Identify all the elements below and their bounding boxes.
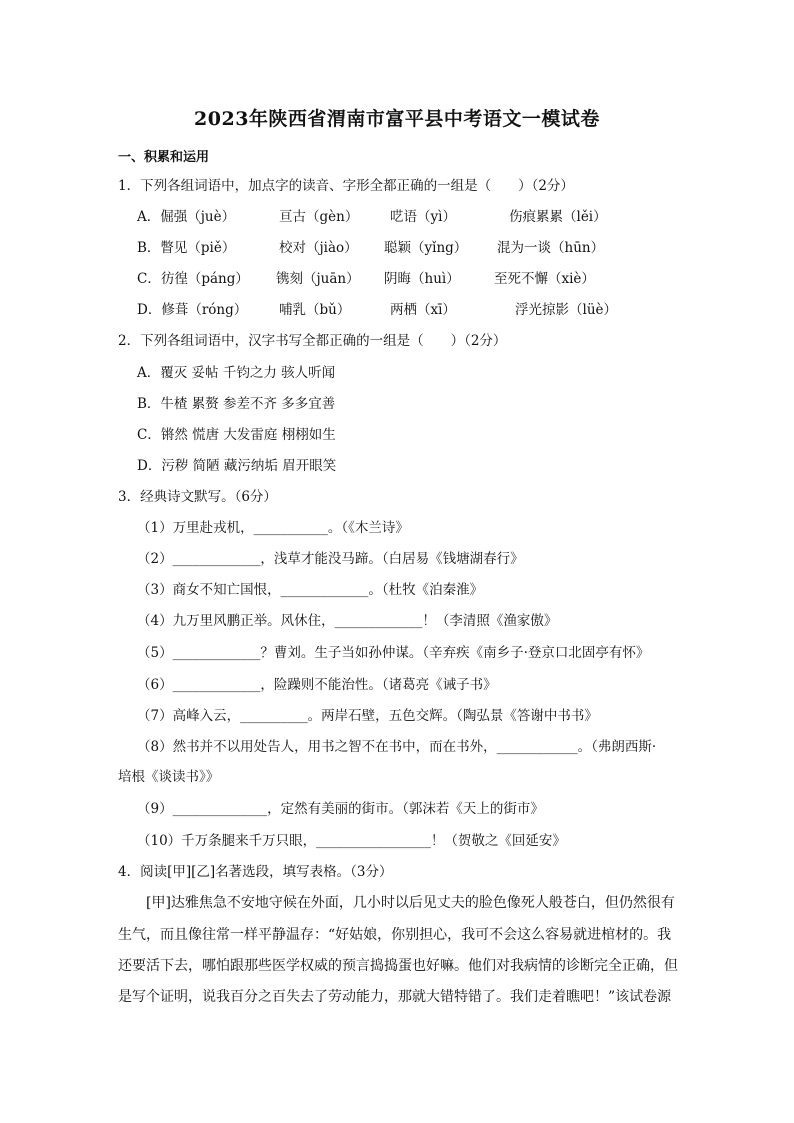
q4-paragraph-line-1: [甲]达雅焦急不安地守候在外面，几小时以后见丈夫的脸色像死人般苍白，但仍然很有: [118, 895, 675, 911]
q2-option-a: A．覆灭 妥帖 千钧之力 骇人听闻: [137, 365, 336, 381]
q1-option-d-1: D．修葺（róng）: [137, 302, 248, 318]
q2-option-c: C．锵然 慌唐 大发雷庭 栩栩如生: [137, 427, 336, 443]
q3-line-6: （6）_____________，险躁则不能治性。（诸葛亮《诫子书》: [137, 677, 497, 693]
question-2-stem: 2．下列各组词语中，汉字书写全都正确的一组是（ ）（2分）: [118, 333, 507, 349]
q1-option-b-1: B．瞥见（piě）: [137, 240, 236, 256]
question-1-stem: 1．下列各组词语中，加点字的读音、字形全都正确的一组是（ ）（2分）: [118, 178, 574, 194]
q1-option-a-2: 亘古（gèn）: [279, 209, 359, 225]
q3-line-10: （10）千万条腿来千万只眼，_________________！（贺敬之《回延安》: [137, 833, 566, 849]
q2-option-d: D．污秽 简陋 藏污纳垢 眉开眼笑: [137, 458, 337, 474]
q1-option-b-2: 校对（jiào）: [279, 240, 358, 256]
question-3-stem: 3．经典诗文默写。（6分）: [118, 489, 277, 505]
q3-line-9: （9）______________，定然有美丽的街市。（郭沫若《天上的街市》: [137, 801, 544, 817]
q1-option-c-2: 镌刻（juān）: [276, 271, 360, 287]
q4-paragraph-line-4: 是写个证明，说我百分之百失去了劳动能力，那就大错特错了。我们走着瞧吧！”该试卷源: [118, 989, 672, 1005]
q1-option-a-4: 伤痕累累（lěi）: [509, 209, 607, 225]
q3-line-4: （4）九万里风鹏正举。风休住，_____________！（李清照《渔家傲》: [137, 613, 558, 629]
q4-paragraph-line-3: 还要活下去，哪怕跟那些医学权威的预言捣捣蛋也好嘛。他们对我病情的诊断完全正确，但: [118, 958, 678, 974]
q3-line-8: （8）然书并不以用处告人，用书之智不在书中，而在书外，____________。（弗朗西斯·: [137, 739, 657, 755]
q1-option-c-4: 至死不懈（xiè）: [494, 271, 595, 287]
q3-line-8-cont: 培根《谈读书》》: [118, 769, 220, 785]
q2-option-b: B．牛楂 累赘 参差不齐 多多宜善: [137, 396, 336, 412]
q1-option-d-4: 浮光掠影（lüè）: [515, 302, 618, 318]
section-heading: 一、积累和运用: [118, 150, 210, 165]
q1-option-d-2: 哺乳（bǔ）: [279, 302, 351, 318]
q4-paragraph-line-2: 生气，而且像往常一样平静温存：“好姑娘，你别担心，我可不会这么容易就进棺材的。我: [118, 927, 672, 943]
q3-line-7: （7）高峰入云，__________。两岸石壁，五色交辉。（陶弘景《答谢中书书》: [137, 708, 598, 724]
q1-option-a-1: A．倔强（juè）: [137, 209, 236, 225]
q3-line-5: （5）_____________？曹刘。生子当如孙仲谋。（辛弃疾《南乡子·登京口北固亭有怀》: [137, 645, 650, 661]
q1-option-b-4: 混为一谈（hūn）: [497, 240, 605, 256]
q1-option-c-1: C．彷徨（páng）: [137, 271, 249, 287]
question-4-stem: 4．阅读[甲][乙]名著选段，填写表格。（3分）: [118, 864, 393, 880]
q1-option-c-3: 阴晦（huì）: [384, 271, 460, 287]
q3-line-2: （2）_____________，浅草才能没马蹄。（白居易《钱塘湖春行》: [137, 551, 524, 567]
page-title: 2023年陕西省渭南市富平县中考语文一模试卷: [194, 108, 600, 130]
q3-line-3: （3）商女不知亡国恨，_____________。（杜牧《泊秦淮》: [137, 582, 484, 598]
q1-option-d-3: 两栖（xī）: [390, 302, 456, 318]
q1-option-a-3: 呓语（yì）: [390, 209, 456, 225]
q1-option-b-3: 聪颖（yǐng）: [384, 240, 468, 256]
q3-line-1: （1）万里赴戎机，___________。（《木兰诗》: [137, 520, 409, 536]
